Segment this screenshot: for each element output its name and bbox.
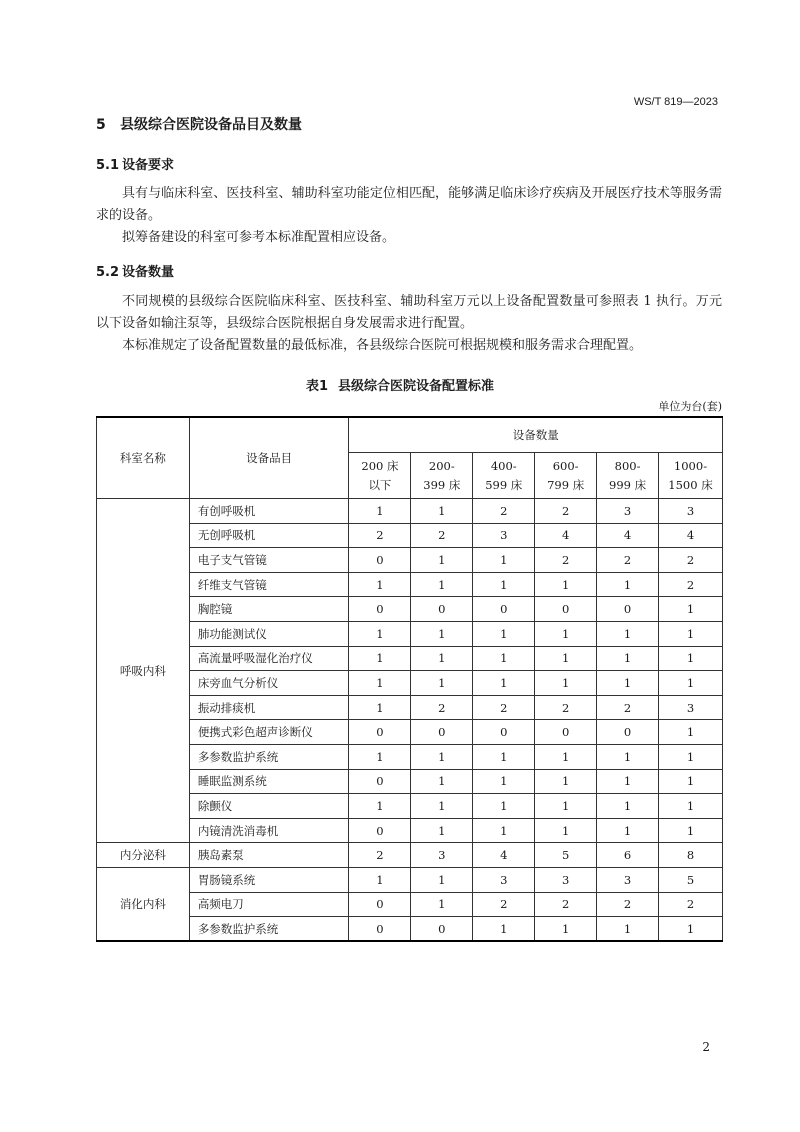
equipment-item-cell: 床旁血气分析仪 xyxy=(189,671,349,696)
quantity-cell: 3 xyxy=(597,867,659,892)
quantity-cell: 1 xyxy=(473,671,535,696)
equipment-item-cell: 便携式彩色超声诊断仪 xyxy=(189,720,349,745)
quantity-cell: 0 xyxy=(349,769,411,794)
quantity-cell: 2 xyxy=(473,499,535,524)
table-caption-number: 表1 xyxy=(305,379,329,394)
equipment-item-cell: 有创呼吸机 xyxy=(189,499,349,524)
quantity-cell: 2 xyxy=(349,523,411,548)
table-row xyxy=(97,917,723,942)
table-row xyxy=(97,744,723,769)
quantity-cell: 0 xyxy=(411,597,473,622)
table-row xyxy=(97,548,723,573)
quantity-cell: 1 xyxy=(473,744,535,769)
quantity-cell: 1 xyxy=(411,769,473,794)
quantity-cell: 1 xyxy=(349,695,411,720)
quantity-cell: 1 xyxy=(659,917,723,942)
quantity-cell: 1 xyxy=(597,646,659,671)
table-row xyxy=(97,523,723,548)
quantity-cell: 1 xyxy=(473,621,535,646)
quantity-cell: 1 xyxy=(411,744,473,769)
quantity-cell: 1 xyxy=(535,572,597,597)
quantity-cell: 1 xyxy=(411,892,473,917)
quantity-cell: 1 xyxy=(473,917,535,942)
section-title-text: 县级综合医院设备品目及数量 xyxy=(120,117,302,133)
table-row xyxy=(97,818,723,843)
quantity-cell: 1 xyxy=(659,818,723,843)
quantity-cell: 1 xyxy=(597,621,659,646)
quantity-cell: 1 xyxy=(659,769,723,794)
quantity-cell: 2 xyxy=(473,695,535,720)
quantity-cell: 1 xyxy=(473,818,535,843)
quantity-cell: 1 xyxy=(411,572,473,597)
equipment-config-table xyxy=(96,416,723,942)
quantity-cell: 3 xyxy=(535,867,597,892)
quantity-cell: 4 xyxy=(659,523,723,548)
quantity-cell: 2 xyxy=(597,548,659,573)
quantity-cell: 1 xyxy=(411,794,473,819)
equipment-item-cell: 高流量呼吸湿化治疗仪 xyxy=(189,646,349,671)
subsection-title-text: 设备要求 xyxy=(122,158,175,173)
quantity-cell: 1 xyxy=(411,646,473,671)
table-row xyxy=(97,794,723,819)
section-title xyxy=(96,114,302,134)
paragraph-planned-departments: 拟筹备建设的科室可参考本标准配置相应设备。 xyxy=(122,230,396,245)
header-bed-group-line: 999 床 xyxy=(609,477,647,492)
quantity-cell: 3 xyxy=(473,523,535,548)
quantity-cell: 1 xyxy=(597,769,659,794)
quantity-cell: 0 xyxy=(535,720,597,745)
table-row xyxy=(97,499,723,524)
quantity-cell: 5 xyxy=(535,843,597,868)
paragraph-equipment-requirements: 具有与临床科室、医技科室、辅助科室功能定位相匹配，能够满足临床诊疗疾病及开展医疗技术等服务需求的设备。 xyxy=(96,186,722,223)
quantity-cell: 0 xyxy=(349,548,411,573)
quantity-cell: 2 xyxy=(411,695,473,720)
quantity-cell: 2 xyxy=(473,892,535,917)
quantity-cell: 1 xyxy=(659,597,723,622)
quantity-cell: 1 xyxy=(349,867,411,892)
table-unit-note: 单位为台(套) xyxy=(658,400,722,413)
quantity-cell: 1 xyxy=(597,744,659,769)
header-bed-group-line: 599 床 xyxy=(485,477,523,492)
header-bed-group-line: 600- xyxy=(552,458,579,473)
quantity-cell: 1 xyxy=(411,671,473,696)
quantity-cell: 1 xyxy=(349,671,411,696)
header-bed-group-line: 799 床 xyxy=(547,477,585,492)
quantity-cell: 0 xyxy=(349,818,411,843)
equipment-item-cell: 肺功能测试仪 xyxy=(189,621,349,646)
quantity-cell: 0 xyxy=(349,720,411,745)
subsection-title-equipment-requirements xyxy=(96,154,174,173)
table-row xyxy=(97,572,723,597)
table-caption-title: 县级综合医院设备配置标准 xyxy=(338,379,495,394)
equipment-item-cell: 多参数监护系统 xyxy=(189,917,349,942)
dept-name-cell: 呼吸内科 xyxy=(97,499,190,843)
subsection-number: 5.2 xyxy=(96,265,120,280)
quantity-cell: 1 xyxy=(659,621,723,646)
quantity-cell: 1 xyxy=(411,818,473,843)
table-row xyxy=(97,621,723,646)
quantity-cell: 0 xyxy=(535,597,597,622)
quantity-cell: 4 xyxy=(535,523,597,548)
equipment-item-cell: 纤维支气管镜 xyxy=(189,572,349,597)
quantity-cell: 1 xyxy=(473,572,535,597)
header-bed-group-line: 以下 xyxy=(368,477,392,492)
table-row xyxy=(97,597,723,622)
quantity-cell: 2 xyxy=(349,843,411,868)
header-bed-group-line: 399 床 xyxy=(423,477,461,492)
quantity-cell: 2 xyxy=(535,548,597,573)
quantity-cell: 1 xyxy=(411,621,473,646)
header-bed-group-line: 400- xyxy=(490,458,517,473)
table-row xyxy=(97,769,723,794)
header-bed-group-line: 1000- xyxy=(673,458,708,473)
quantity-cell: 1 xyxy=(597,794,659,819)
quantity-cell: 1 xyxy=(473,646,535,671)
header-equipment-quantity: 设备数量 xyxy=(349,417,723,453)
quantity-cell: 2 xyxy=(659,892,723,917)
header-bed-group xyxy=(535,453,597,499)
quantity-cell: 2 xyxy=(597,892,659,917)
quantity-cell: 1 xyxy=(349,646,411,671)
equipment-item-cell: 多参数监护系统 xyxy=(189,744,349,769)
header-bed-group xyxy=(659,453,723,499)
quantity-cell: 1 xyxy=(597,818,659,843)
quantity-cell: 0 xyxy=(597,720,659,745)
subsection-title-text: 设备数量 xyxy=(122,265,175,280)
quantity-cell: 0 xyxy=(473,597,535,622)
quantity-cell: 2 xyxy=(535,499,597,524)
paragraph-equipment-quantity: 不同规模的县级综合医院临床科室、医技科室、辅助科室万元以上设备配置数量可参照表 1 执行。万元以下设备如输注泵等，县级综合医院根据自身发展需求进行配置。 xyxy=(96,294,722,331)
page-number: 2 xyxy=(702,1040,710,1054)
dept-name-cell: 内分泌科 xyxy=(97,843,190,868)
quantity-cell: 1 xyxy=(535,794,597,819)
table-caption xyxy=(0,375,800,394)
quantity-cell: 3 xyxy=(659,695,723,720)
header-bed-group xyxy=(349,453,411,499)
equipment-item-cell: 胰岛素泵 xyxy=(189,843,349,868)
equipment-item-cell: 振动排痰机 xyxy=(189,695,349,720)
quantity-cell: 1 xyxy=(473,794,535,819)
quantity-cell: 1 xyxy=(535,671,597,696)
quantity-cell: 1 xyxy=(597,671,659,696)
quantity-cell: 1 xyxy=(535,818,597,843)
quantity-cell: 1 xyxy=(349,744,411,769)
equipment-item-cell: 内镜清洗消毒机 xyxy=(189,818,349,843)
quantity-cell: 1 xyxy=(659,744,723,769)
quantity-cell: 1 xyxy=(349,794,411,819)
quantity-cell: 2 xyxy=(597,695,659,720)
document-code: WS/T 819—2023 xyxy=(633,96,718,108)
quantity-cell: 0 xyxy=(597,597,659,622)
quantity-cell: 1 xyxy=(473,769,535,794)
quantity-cell: 0 xyxy=(349,892,411,917)
quantity-cell: 3 xyxy=(659,499,723,524)
subsection-title-equipment-quantity xyxy=(96,261,174,280)
equipment-item-cell: 电子支气管镜 xyxy=(189,548,349,573)
quantity-cell: 8 xyxy=(659,843,723,868)
quantity-cell: 1 xyxy=(535,744,597,769)
quantity-cell: 0 xyxy=(349,597,411,622)
quantity-cell: 1 xyxy=(349,499,411,524)
quantity-cell: 1 xyxy=(597,917,659,942)
header-bed-group-line: 200 床 xyxy=(361,458,399,473)
quantity-cell: 1 xyxy=(597,572,659,597)
table-row xyxy=(97,867,723,892)
quantity-cell: 1 xyxy=(411,548,473,573)
quantity-cell: 1 xyxy=(659,794,723,819)
quantity-cell: 1 xyxy=(535,917,597,942)
table-row xyxy=(97,646,723,671)
quantity-cell: 1 xyxy=(411,499,473,524)
paragraph-minimum-standard: 本标准规定了设备配置数量的最低标准，各县级综合医院可根据规模和服务需求合理配置。 xyxy=(122,338,643,353)
equipment-item-cell: 高频电刀 xyxy=(189,892,349,917)
quantity-cell: 0 xyxy=(349,917,411,942)
table-row xyxy=(97,671,723,696)
header-bed-group-line: 800- xyxy=(614,458,641,473)
header-dept-name: 科室名称 xyxy=(97,417,190,499)
quantity-cell: 5 xyxy=(659,867,723,892)
equipment-item-cell: 无创呼吸机 xyxy=(189,523,349,548)
table-row xyxy=(97,843,723,868)
quantity-cell: 1 xyxy=(659,671,723,696)
equipment-item-cell: 胸腔镜 xyxy=(189,597,349,622)
quantity-cell: 2 xyxy=(535,892,597,917)
quantity-cell: 0 xyxy=(411,917,473,942)
table-row xyxy=(97,720,723,745)
equipment-item-cell: 除颤仪 xyxy=(189,794,349,819)
quantity-cell: 1 xyxy=(349,572,411,597)
quantity-cell: 0 xyxy=(473,720,535,745)
quantity-cell: 3 xyxy=(473,867,535,892)
equipment-item-cell: 胃肠镜系统 xyxy=(189,867,349,892)
quantity-cell: 1 xyxy=(659,646,723,671)
quantity-cell: 1 xyxy=(535,769,597,794)
quantity-cell: 2 xyxy=(659,572,723,597)
quantity-cell: 3 xyxy=(411,843,473,868)
quantity-cell: 1 xyxy=(411,867,473,892)
quantity-cell: 1 xyxy=(349,621,411,646)
dept-name-cell: 消化内科 xyxy=(97,867,190,941)
header-bed-group-line: 200- xyxy=(428,458,455,473)
quantity-cell: 2 xyxy=(535,695,597,720)
header-bed-group xyxy=(597,453,659,499)
header-bed-group-line: 1500 床 xyxy=(668,477,713,492)
quantity-cell: 0 xyxy=(411,720,473,745)
quantity-cell: 2 xyxy=(411,523,473,548)
equipment-item-cell: 睡眠监测系统 xyxy=(189,769,349,794)
quantity-cell: 1 xyxy=(659,720,723,745)
table-row xyxy=(97,695,723,720)
header-equipment-item: 设备品目 xyxy=(189,417,349,499)
quantity-cell: 1 xyxy=(473,548,535,573)
quantity-cell: 1 xyxy=(535,621,597,646)
quantity-cell: 3 xyxy=(597,499,659,524)
quantity-cell: 4 xyxy=(597,523,659,548)
quantity-cell: 2 xyxy=(659,548,723,573)
quantity-cell: 1 xyxy=(535,646,597,671)
subsection-number: 5.1 xyxy=(96,158,120,173)
section-number: 5 xyxy=(96,117,106,133)
quantity-cell: 4 xyxy=(473,843,535,868)
table-row xyxy=(97,892,723,917)
quantity-cell: 6 xyxy=(597,843,659,868)
header-bed-group xyxy=(411,453,473,499)
header-bed-group xyxy=(473,453,535,499)
